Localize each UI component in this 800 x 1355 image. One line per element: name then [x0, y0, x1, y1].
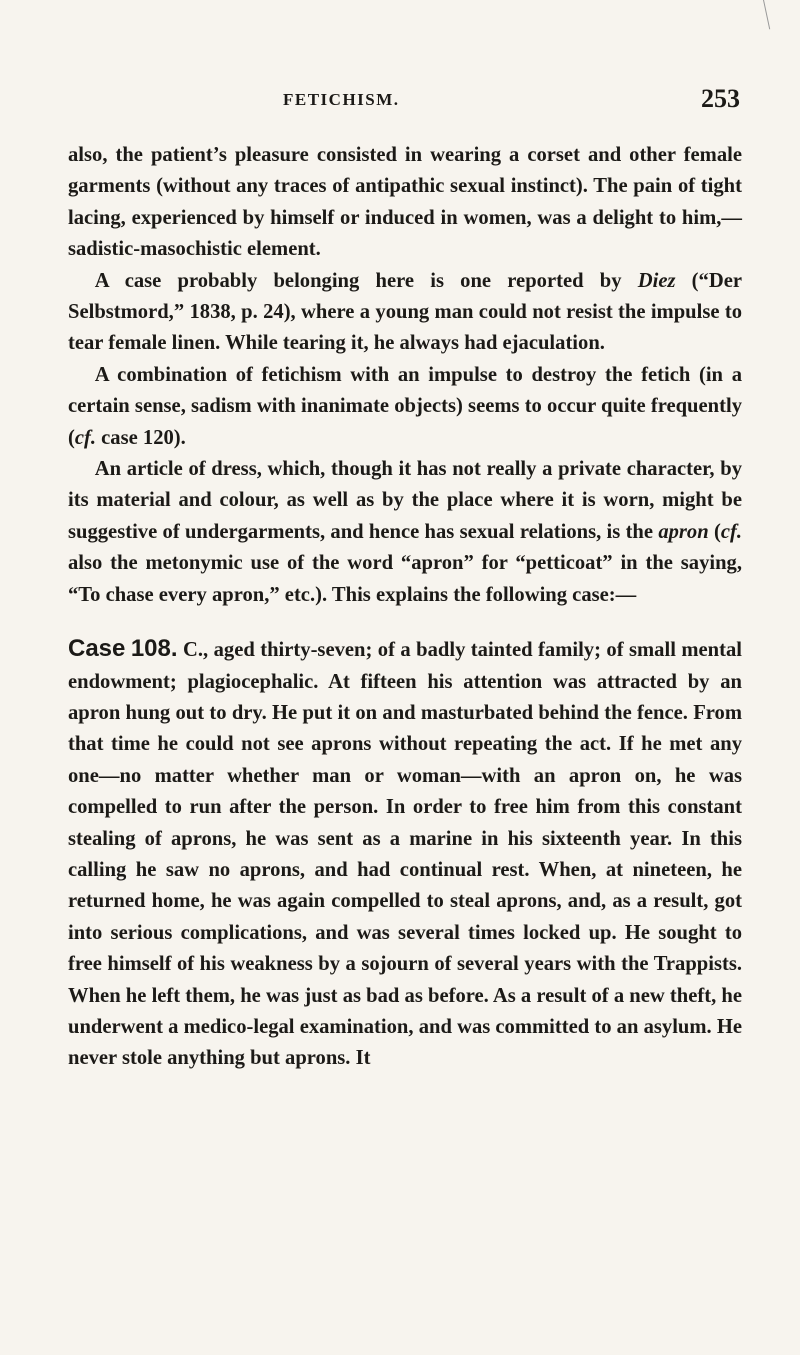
italic-text: cf. — [720, 520, 742, 543]
catchword: It — [355, 1047, 371, 1070]
paragraph-text: case 120). — [96, 426, 186, 449]
paragraph-text: also, the patient’s pleasure consisted in wearing a corset and other female garments (without any traces of antipathic sexual instinct). The pain of tight lacing, experienced by himself or induced in women, was a delight to him,—sadistic-masochistic element. — [68, 144, 742, 261]
page-edge-mark — [763, 0, 772, 29]
paragraph-text: A combination of fetichism with an impulse to destroy the fetich (in a certain sense, sadism with inanimate objects) seems to occur quite frequently ( — [68, 363, 742, 449]
case-text: C., aged thirty-seven; of a badly tainted family; of small mental endowment; plagiocephalic. At fifteen his attention was attracted by an apron hung out to dry. He put it on and masturbated behind the fence. From that time he could not see aprons without repeating the act. If he met any one—no matter whether man or woman—with an apron on, he was compelled to run after the person. In order to free him from this constant stealing of aprons, he was sent as a marine in his sixteenth year. In this calling he saw no aprons, and had continual rest. When, at nineteen, he returned home, he was again compelled to steal aprons, and, as a result, got into serious complications, and was several times locked up. He sought to free himself of his weakness by a sojourn of several years with the Trappists. When he left them, he was just as bad as before. As a result of a new theft, he underwent a medico-legal examination, and was committed to an asylum. He never stole anything but aprons. — [68, 639, 742, 1070]
paragraph — [68, 360, 742, 454]
case-paragraph — [68, 633, 742, 1075]
italic-text: cf. — [74, 426, 97, 449]
running-title: FETICHISM. — [283, 90, 400, 109]
paragraph-text: also the metonymic use of the word “apron” for “petticoat” in the saying, “To chase every apron,” etc.). This explains the following case:— — [68, 552, 742, 606]
paragraph-text: A case probably belonging here is one reported by — [94, 269, 638, 292]
paragraph-text: (“Der Selbstmord,” 1838, p. 24), where a young man could not resist the impulse to tear female linen. While tearing it, he always had ejaculation. — [68, 269, 742, 355]
case-label: Case — [68, 635, 126, 663]
case-spacer — [68, 611, 742, 633]
italic-text: Diez — [637, 269, 676, 292]
paragraph — [68, 140, 742, 266]
paragraph — [68, 266, 742, 360]
paragraph-text: ( — [708, 520, 721, 543]
paragraph — [68, 454, 742, 611]
italic-text: apron — [658, 520, 709, 543]
page-number: 253 — [701, 84, 740, 113]
case-number: 108. — [130, 635, 178, 663]
running-head — [68, 84, 740, 120]
body-text — [68, 140, 742, 1075]
paragraph-text: An article of dress, which, though it has not really a private character, by its material and colour, as well as by the place where it is worn, might be suggestive of undergarments, and hence has sexual relations, is the — [68, 458, 742, 543]
